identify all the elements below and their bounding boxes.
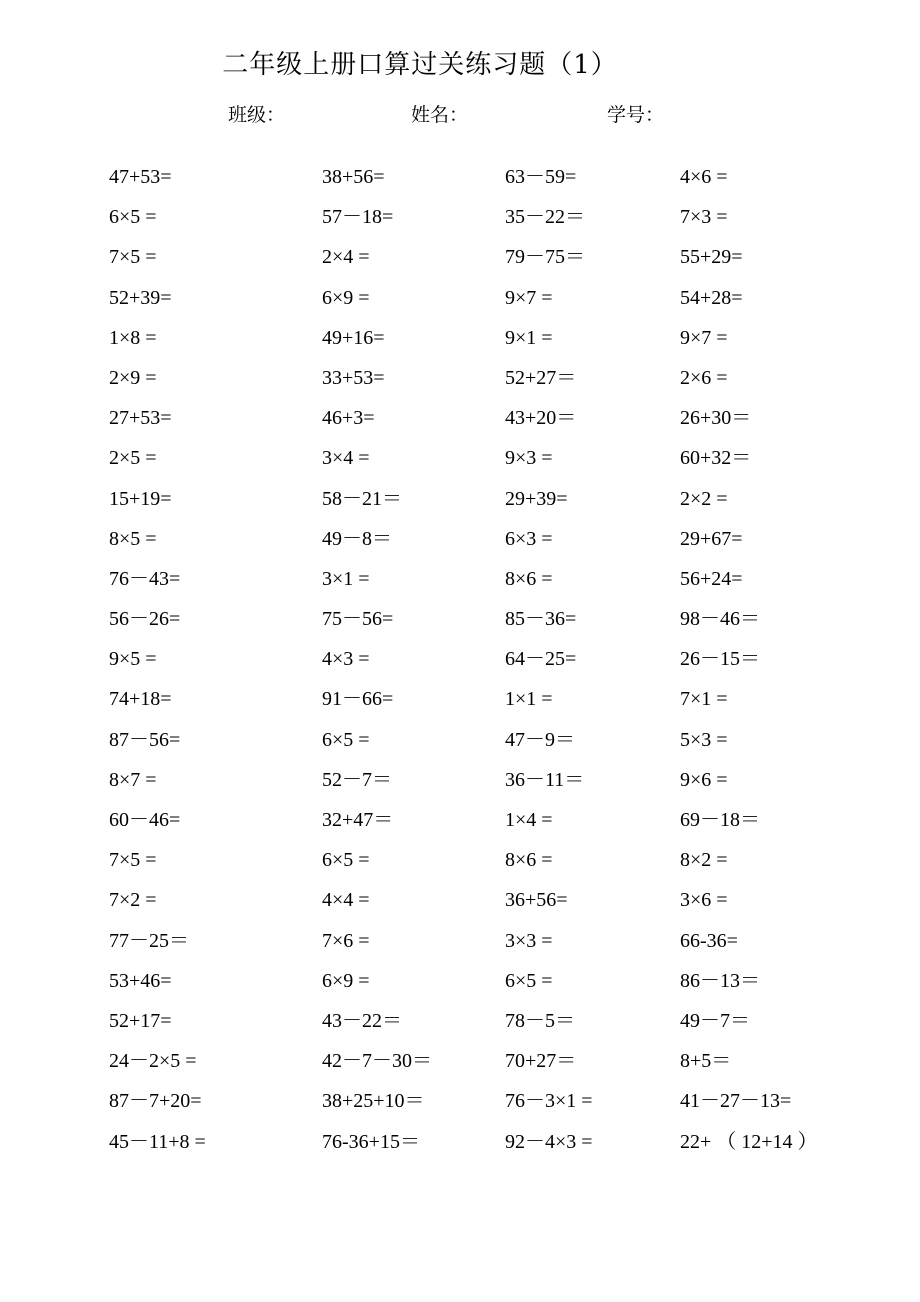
problem-row bbox=[109, 358, 889, 398]
problem-row bbox=[109, 679, 889, 719]
problem-item: 49+16= bbox=[322, 326, 385, 349]
problem-item: 6×5 = bbox=[322, 728, 370, 751]
problem-item: 52+39= bbox=[109, 286, 172, 309]
problem-item: 33+53= bbox=[322, 366, 385, 389]
problem-item: 85－36= bbox=[505, 608, 577, 631]
problem-item: 54+28= bbox=[680, 286, 743, 309]
problem-row bbox=[109, 961, 889, 1001]
problem-item: 43－22＝ bbox=[322, 1009, 402, 1032]
problem-item: 6×9 = bbox=[322, 286, 370, 309]
class-label: 班级： bbox=[228, 104, 286, 126]
problem-item: 45－11+8 = bbox=[109, 1130, 206, 1153]
problem-row bbox=[109, 720, 889, 760]
problem-row bbox=[109, 921, 889, 961]
problem-item: 49－7＝ bbox=[680, 1009, 750, 1032]
problem-item: 1×8 = bbox=[109, 326, 157, 349]
problem-item: 87－56= bbox=[109, 728, 181, 751]
problem-item: 26－15＝ bbox=[680, 648, 760, 671]
problem-item: 77－25＝ bbox=[109, 929, 189, 952]
problem-row bbox=[109, 800, 889, 840]
problem-row bbox=[109, 318, 889, 358]
problem-item: 9×3 = bbox=[505, 447, 553, 470]
problem-item: 69－18＝ bbox=[680, 809, 760, 831]
problem-item: 3×6 = bbox=[680, 889, 728, 912]
problem-item: 3×4 = bbox=[322, 447, 370, 470]
problem-item: 76-36+15＝ bbox=[322, 1130, 420, 1153]
problem-item: 27+53= bbox=[109, 407, 172, 430]
problem-item: 42－7－30＝ bbox=[322, 1050, 432, 1073]
problem-item: 9×6 = bbox=[680, 768, 728, 791]
problem-item: 47+53= bbox=[109, 166, 172, 188]
problem-item: 76－43= bbox=[109, 567, 181, 590]
problem-row bbox=[109, 1081, 889, 1121]
problem-item: 2×9 = bbox=[109, 366, 157, 389]
problem-item: 87－7+20= bbox=[109, 1090, 202, 1113]
problem-item: 41－27－13= bbox=[680, 1090, 792, 1113]
problem-item: 60+32＝ bbox=[680, 447, 752, 470]
problem-item: 52+27＝ bbox=[505, 366, 577, 389]
problem-item: 6×5 = bbox=[505, 969, 553, 992]
problem-row bbox=[109, 157, 889, 197]
problem-row bbox=[109, 880, 889, 920]
problem-item: 98－46＝ bbox=[680, 608, 760, 631]
problem-item: 3×3 = bbox=[505, 929, 553, 952]
problem-item: 76－3×1 = bbox=[505, 1090, 593, 1113]
problem-item: 2×4 = bbox=[322, 246, 370, 269]
problem-item: 9×5 = bbox=[109, 648, 157, 671]
problem-item: 7×1 = bbox=[680, 688, 728, 711]
problem-item: 86－13＝ bbox=[680, 969, 760, 992]
problem-item: 4×3 = bbox=[322, 648, 370, 671]
problem-row bbox=[109, 1041, 889, 1081]
problem-item: 43+20＝ bbox=[505, 407, 577, 430]
problem-item: 2×5 = bbox=[109, 447, 157, 470]
problem-item: 35－22＝ bbox=[505, 206, 585, 229]
problem-item: 7×5 = bbox=[109, 246, 157, 269]
problem-item: 2×6 = bbox=[680, 366, 728, 389]
problem-item: 22+ （ 12+14 ） bbox=[680, 1130, 818, 1153]
problem-item: 56+24= bbox=[680, 567, 743, 590]
problem-item: 57－18= bbox=[322, 206, 394, 229]
problem-item: 52+17= bbox=[109, 1009, 172, 1032]
problem-item: 36+56= bbox=[505, 889, 568, 912]
problem-row bbox=[109, 1122, 889, 1162]
problem-row bbox=[109, 237, 889, 277]
problem-item: 4×6 = bbox=[680, 166, 728, 188]
problem-item: 47－9＝ bbox=[505, 728, 575, 751]
problem-item: 9×7 = bbox=[505, 286, 553, 309]
student-info-row bbox=[0, 100, 920, 130]
problem-item: 1×4 = bbox=[505, 809, 553, 831]
problem-item: 78－5＝ bbox=[505, 1009, 575, 1032]
problem-row bbox=[109, 1001, 889, 1041]
problem-row bbox=[109, 197, 889, 237]
problem-item: 3×1 = bbox=[322, 567, 370, 590]
problem-item: 29+67= bbox=[680, 527, 743, 550]
problem-item: 70+27＝ bbox=[505, 1050, 577, 1073]
problem-item: 52－7＝ bbox=[322, 768, 392, 791]
problem-item: 6×5 = bbox=[109, 206, 157, 229]
problem-item: 8×7 = bbox=[109, 768, 157, 791]
problem-item: 24－2×5 = bbox=[109, 1050, 197, 1073]
problem-item: 4×4 = bbox=[322, 889, 370, 912]
page-title: 二年级上册口算过关练习题（1） bbox=[222, 50, 618, 80]
problem-item: 7×5 = bbox=[109, 849, 157, 872]
problem-row bbox=[109, 519, 889, 559]
problem-item: 6×3 = bbox=[505, 527, 553, 550]
problem-item: 36－11＝ bbox=[505, 768, 585, 791]
problem-item: 8×5 = bbox=[109, 527, 157, 550]
problem-item: 6×9 = bbox=[322, 969, 370, 992]
problem-item: 58－21＝ bbox=[322, 487, 402, 510]
problem-item: 60－46= bbox=[109, 809, 181, 831]
problem-item: 55+29= bbox=[680, 246, 743, 269]
problem-row bbox=[109, 760, 889, 800]
problem-item: 7×6 = bbox=[322, 929, 370, 952]
problem-item: 8×6 = bbox=[505, 849, 553, 872]
problem-row bbox=[109, 479, 889, 519]
problem-row bbox=[109, 840, 889, 880]
problem-item: 9×1 = bbox=[505, 326, 553, 349]
problem-item: 92－4×3 = bbox=[505, 1130, 593, 1153]
problem-item: 74+18= bbox=[109, 688, 172, 711]
problem-item: 79－75＝ bbox=[505, 246, 585, 269]
problem-item: 38+25+10＝ bbox=[322, 1090, 425, 1113]
problem-row bbox=[109, 639, 889, 679]
problem-item: 64－25= bbox=[505, 648, 577, 671]
name-label: 姓名： bbox=[411, 104, 469, 126]
problem-row bbox=[109, 559, 889, 599]
problem-item: 29+39= bbox=[505, 487, 568, 510]
problem-item: 63－59= bbox=[505, 166, 577, 188]
problem-item: 75－56= bbox=[322, 608, 394, 631]
problem-item: 7×2 = bbox=[109, 889, 157, 912]
problem-item: 38+56= bbox=[322, 166, 385, 188]
problem-row bbox=[109, 278, 889, 318]
problem-row bbox=[109, 398, 889, 438]
problem-item: 32+47＝ bbox=[322, 809, 394, 831]
student-id-label: 学号： bbox=[607, 104, 665, 126]
problem-item: 66-36= bbox=[680, 929, 738, 952]
problem-item: 26+30＝ bbox=[680, 407, 752, 430]
problem-item: 46+3= bbox=[322, 407, 375, 430]
problem-item: 8×2 = bbox=[680, 849, 728, 872]
problem-row bbox=[109, 599, 889, 639]
problem-item: 15+19= bbox=[109, 487, 172, 510]
problem-item: 8+5＝ bbox=[680, 1050, 732, 1073]
problem-item: 6×5 = bbox=[322, 849, 370, 872]
problem-item: 7×3 = bbox=[680, 206, 728, 229]
problem-item: 8×6 = bbox=[505, 567, 553, 590]
problem-grid bbox=[109, 157, 889, 1162]
problem-item: 56－26= bbox=[109, 608, 181, 631]
problem-item: 49－8＝ bbox=[322, 527, 392, 550]
problem-item: 1×1 = bbox=[505, 688, 553, 711]
problem-item: 9×7 = bbox=[680, 326, 728, 349]
problem-item: 91－66= bbox=[322, 688, 394, 711]
problem-row bbox=[109, 438, 889, 478]
problem-item: 2×2 = bbox=[680, 487, 728, 510]
problem-item: 5×3 = bbox=[680, 728, 728, 751]
problem-item: 53+46= bbox=[109, 969, 172, 992]
